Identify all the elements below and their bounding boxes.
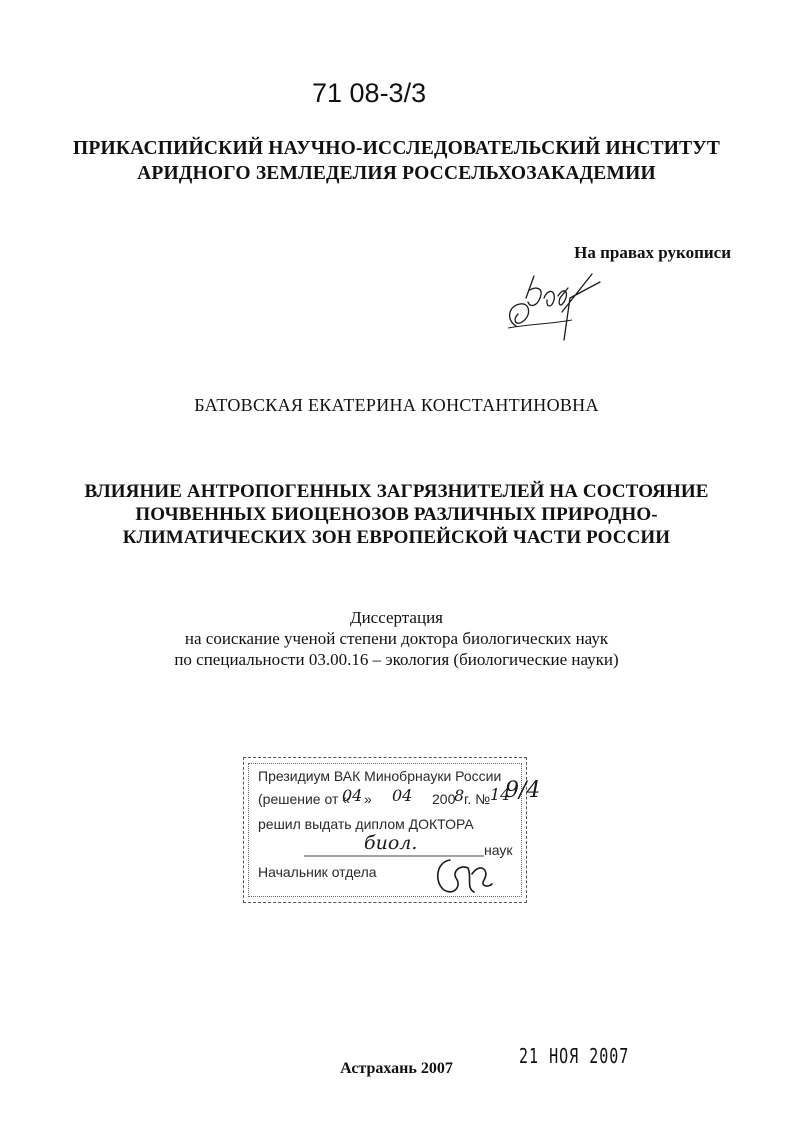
institute-name-line2: АРИДНОГО ЗЕМЛЕДЕЛИЯ РОССЕЛЬХОЗАКАДЕМИИ — [137, 163, 656, 184]
manuscript-rights-note: На правах рукописи — [574, 243, 731, 262]
thesis-title-line2: ПОЧВЕННЫХ БИОЦЕНОЗОВ РАЗЛИЧНЫХ ПРИРОДНО- — [135, 504, 658, 525]
stamp-decision-day: 04 — [342, 786, 363, 805]
thesis-title-line3: КЛИМАТИЧЕСКИХ ЗОН ЕВРОПЕЙСКОЙ ЧАСТИ РОССИИ — [122, 527, 671, 548]
document-code: 71 08-3/3 — [312, 78, 427, 108]
author-name: БАТОВСКАЯ ЕКАТЕРИНА КОНСТАНТИНОВНА — [194, 395, 599, 415]
stamp-head-of-department: Начальник отдела — [258, 864, 377, 880]
dissertation-specialty: по специальности 03.00.16 – экология (биологические науки) — [174, 650, 619, 669]
stamp-quote-close: » — [364, 791, 372, 807]
stamp-decision-month: 04 — [392, 786, 413, 805]
stamp-diploma-line: решил выдать диплом ДОКТОРА — [258, 816, 474, 832]
stamp-presidium-line: Президиум ВАК Минобрнауки России — [258, 768, 502, 784]
stamp-signature-image — [428, 852, 498, 904]
receipt-date-stamp: 21 НОЯ 2007 — [519, 1044, 630, 1069]
dissertation-degree: на соискание ученой степени доктора биологических наук — [184, 629, 609, 648]
institute-name-line1: ПРИКАСПИЙСКИЙ НАУЧНО-ИССЛЕДОВАТЕЛЬСКИЙ ИНСТИТУТ — [72, 138, 721, 159]
stamp-year-prefix: 200 — [432, 791, 456, 807]
stamp-number-label: г. № — [464, 791, 491, 807]
city-and-year: Астрахань 2007 — [340, 1060, 453, 1077]
stamp-year-digit: 8 — [454, 786, 465, 805]
stamp-science-suffix: наук — [484, 842, 513, 858]
stamp-number-handwritten-suffix: 9/4 — [505, 778, 541, 803]
stamp-decision-number: 14 — [490, 785, 511, 804]
dissertation-type: Диссертация — [349, 608, 443, 627]
thesis-title-line1: ВЛИЯНИЕ АНТРОПОГЕННЫХ ЗАГРЯЗНИТЕЛЕЙ НА СОСТОЯНИЕ — [84, 481, 709, 502]
stamp-decision-prefix: (решение от « — [258, 791, 351, 807]
signature-image — [500, 268, 610, 348]
stamp-science-field: биол. — [364, 832, 418, 854]
